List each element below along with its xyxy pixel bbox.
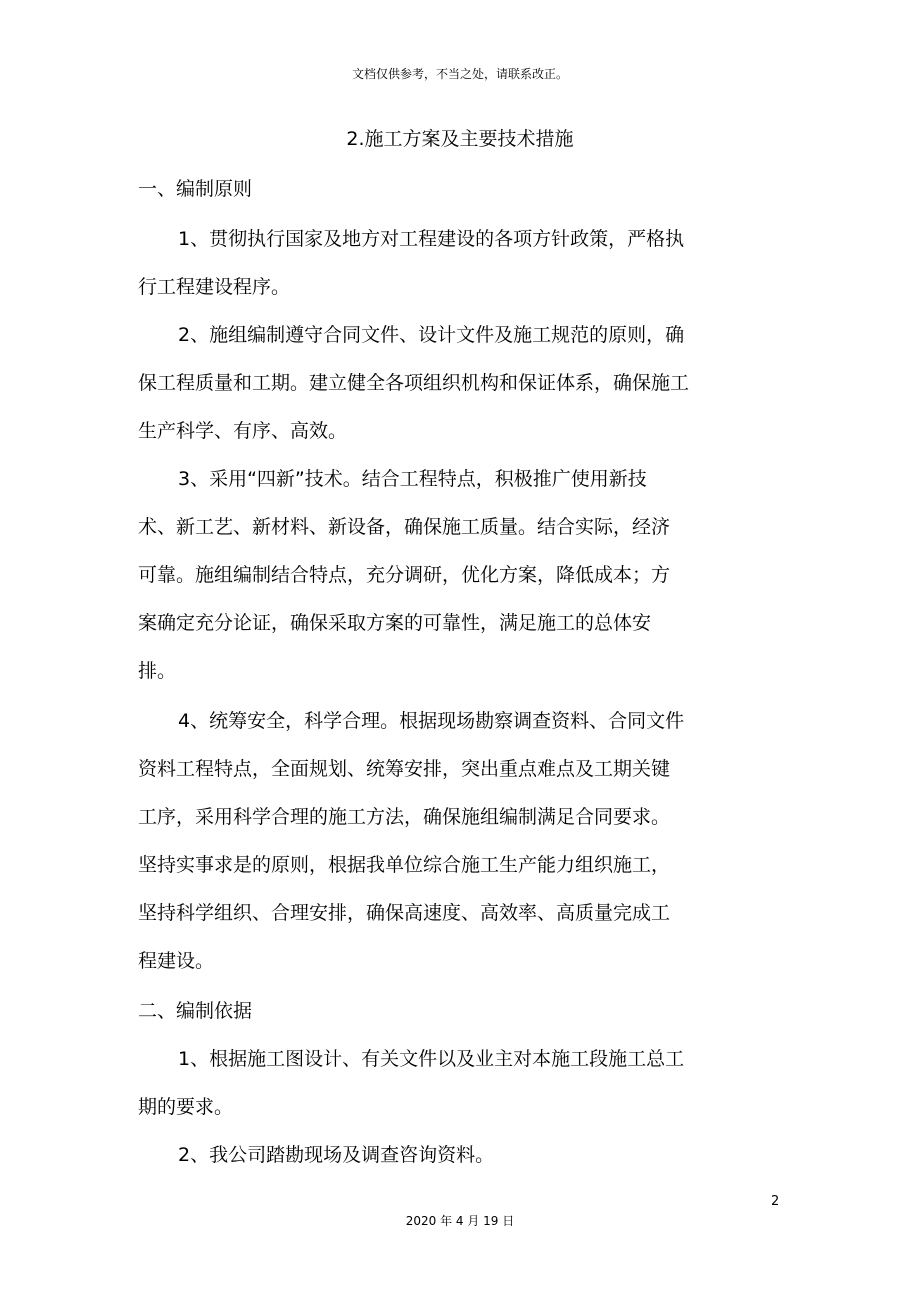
paragraph-line: 坚持科学组织、合理安排，确保高速度、高效率、高质量完成工 [138, 902, 671, 924]
paragraph-line: 期的要求。 [138, 1096, 234, 1118]
footer-date: 2020 年 4 月 19 日 [405, 1214, 515, 1228]
paragraph-line: 1、贯彻执行国家及地方对工程建设的各项方针政策，严格执 [178, 228, 685, 250]
page-number: 2 [771, 1194, 780, 1209]
paragraph-line: 行工程建设程序。 [138, 276, 291, 298]
paragraph-line: 3、采用“四新”技术。结合工程特点，积极推广使用新技 [178, 468, 647, 490]
paragraph-line: 工序，采用科学合理的施工方法，确保施组编制满足合同要求。 [138, 806, 671, 828]
paragraph-line: 4、统筹安全，科学合理。根据现场勘察调查资料、合同文件 [178, 710, 685, 732]
paragraph-line: 案确定充分论证，确保采取方案的可靠性，满足施工的总体安 [138, 612, 652, 634]
paragraph-line: 2、我公司踏勘现场及调查咨询资料。 [178, 1144, 495, 1166]
document-title: 2.施工方案及主要技术措施 [346, 128, 574, 150]
paragraph-line: 1、根据施工图设计、有关文件以及业主对本施工段施工总工 [178, 1048, 685, 1070]
paragraph-line: 生产科学、有序、高效。 [138, 420, 348, 442]
paragraph-line: 保工程质量和工期。建立健全各项组织机构和保证体系，确保施工 [138, 372, 690, 394]
paragraph-line: 可靠。施组编制结合特点，充分调研，优化方案，降低成本；方 [138, 564, 671, 586]
section-heading-principles: 一、编制原则 [138, 178, 253, 200]
paragraph-line: 术、新工艺、新材料、新设备，确保施工质量。结合实际，经济 [138, 516, 671, 538]
header-note: 文档仅供参考，不当之处，请联系改正。 [351, 67, 568, 81]
section-heading-basis: 二、编制依据 [138, 1000, 253, 1022]
paragraph-line: 程建设。 [138, 950, 215, 972]
paragraph-line: 排。 [138, 660, 177, 682]
paragraph-line: 资料工程特点，全面规划、统筹安排，突出重点难点及工期关键 [138, 758, 671, 780]
paragraph-line: 2、施组编制遵守合同文件、设计文件及施工规范的原则，确 [178, 324, 685, 346]
paragraph-line: 坚持实事求是的原则，根据我单位综合施工生产能力组织施工， [138, 854, 671, 876]
